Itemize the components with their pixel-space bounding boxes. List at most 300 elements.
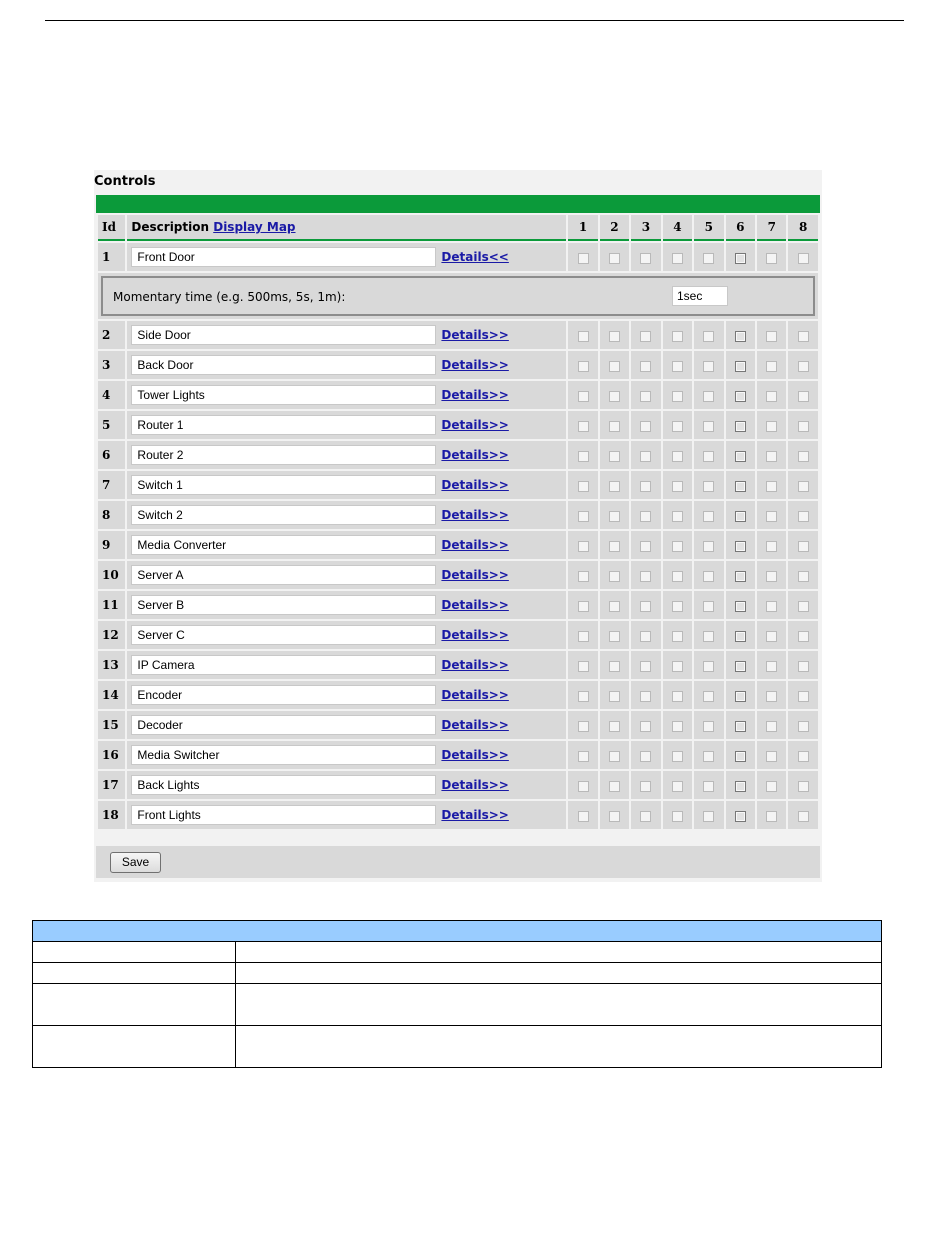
channel-cell [694, 651, 723, 679]
control-name-input[interactable]: Media Converter [131, 535, 436, 555]
channel-4-checkbox[interactable] [672, 811, 683, 822]
details-link[interactable]: Details>> [441, 568, 509, 582]
channel-7-checkbox[interactable] [766, 331, 777, 342]
details-link[interactable]: Details>> [441, 778, 509, 792]
control-name-input[interactable]: Front Door [131, 247, 436, 267]
channel-8-checkbox[interactable] [798, 751, 809, 762]
channel-cell [788, 471, 818, 499]
channel-7-checkbox[interactable] [766, 253, 777, 264]
channel-8-checkbox[interactable] [798, 391, 809, 402]
channel-cell [631, 741, 660, 769]
channel-5-checkbox[interactable] [703, 541, 714, 552]
channel-cell [788, 681, 818, 709]
channel-5-checkbox[interactable] [703, 361, 714, 372]
control-description-cell [127, 501, 566, 529]
momentary-time-input[interactable]: 1sec [672, 286, 728, 306]
channel-cell [694, 561, 723, 589]
channel-6-checkbox[interactable] [735, 781, 746, 792]
channel-1-checkbox[interactable] [578, 451, 589, 462]
channel-1-checkbox[interactable] [578, 361, 589, 372]
channel-2-checkbox[interactable] [609, 811, 620, 822]
channel-cell [757, 561, 786, 589]
details-link[interactable]: Details>> [441, 628, 509, 642]
channel-5-checkbox[interactable] [703, 721, 714, 732]
control-id: 13 [98, 651, 125, 679]
channel-cell [663, 741, 692, 769]
control-name-input[interactable]: Server C [131, 625, 436, 645]
save-bar [96, 846, 820, 878]
details-link[interactable]: Details>> [441, 358, 509, 372]
channel-cell [631, 651, 660, 679]
channel-cell [788, 243, 818, 271]
channel-cell [757, 351, 786, 379]
channel-6-checkbox[interactable] [735, 691, 746, 702]
control-id: 3 [98, 351, 125, 379]
control-description-cell [127, 531, 566, 559]
channel-cell [600, 621, 629, 649]
channel-1-checkbox[interactable] [578, 391, 589, 402]
channel-6-checkbox[interactable] [735, 811, 746, 822]
save-button[interactable]: Save [110, 852, 161, 873]
channel-7-checkbox[interactable] [766, 811, 777, 822]
channel-cell [726, 441, 755, 469]
control-name-input[interactable]: Server B [131, 595, 436, 615]
channel-8-checkbox[interactable] [798, 601, 809, 612]
controls-table [96, 213, 820, 831]
control-id: 9 [98, 531, 125, 559]
control-row [98, 591, 818, 619]
table-row [33, 984, 882, 1026]
channel-2-checkbox[interactable] [609, 331, 620, 342]
channel-cell [694, 801, 723, 829]
channel-cell [726, 561, 755, 589]
channel-1-checkbox[interactable] [578, 511, 589, 522]
channel-8-checkbox[interactable] [798, 541, 809, 552]
channel-4-checkbox[interactable] [672, 751, 683, 762]
channel-1-checkbox[interactable] [578, 421, 589, 432]
control-name-input[interactable]: Side Door [131, 325, 436, 345]
channel-cell [631, 531, 660, 559]
channel-6-checkbox[interactable] [735, 391, 746, 402]
channel-1-checkbox[interactable] [578, 571, 589, 582]
channel-2-checkbox[interactable] [609, 421, 620, 432]
details-link[interactable]: Details>> [441, 478, 509, 492]
channel-3-checkbox[interactable] [640, 781, 651, 792]
channel-2-checkbox[interactable] [609, 631, 620, 642]
channel-2-checkbox[interactable] [609, 571, 620, 582]
control-description-cell [127, 651, 566, 679]
header-channel-7: 7 [757, 215, 786, 241]
channel-cell [631, 561, 660, 589]
details-link[interactable]: Details>> [441, 508, 509, 522]
channel-5-checkbox[interactable] [703, 751, 714, 762]
channel-4-checkbox[interactable] [672, 391, 683, 402]
control-description-cell [127, 351, 566, 379]
channel-5-checkbox[interactable] [703, 571, 714, 582]
page-top-rule [45, 20, 904, 21]
control-name-input[interactable]: Switch 1 [131, 475, 436, 495]
channel-1-checkbox[interactable] [578, 541, 589, 552]
channel-4-checkbox[interactable] [672, 691, 683, 702]
channel-8-checkbox[interactable] [798, 451, 809, 462]
control-name-input[interactable]: Decoder [131, 715, 436, 735]
channel-cell [726, 621, 755, 649]
channel-cell [631, 711, 660, 739]
control-name-input[interactable]: Encoder [131, 685, 436, 705]
channel-1-checkbox[interactable] [578, 601, 589, 612]
panel-header-bar [96, 195, 820, 213]
channel-cell [757, 651, 786, 679]
channel-cell [663, 411, 692, 439]
channel-3-checkbox[interactable] [640, 451, 651, 462]
channel-cell [600, 321, 629, 349]
channel-8-checkbox[interactable] [798, 811, 809, 822]
control-row [98, 741, 818, 769]
channel-4-checkbox[interactable] [672, 601, 683, 612]
channel-4-checkbox[interactable] [672, 421, 683, 432]
channel-6-checkbox[interactable] [735, 661, 746, 672]
channel-7-checkbox[interactable] [766, 721, 777, 732]
channel-3-checkbox[interactable] [640, 331, 651, 342]
channel-3-checkbox[interactable] [640, 571, 651, 582]
channel-1-checkbox[interactable] [578, 481, 589, 492]
control-id: 18 [98, 801, 125, 829]
control-name-input[interactable]: IP Camera [131, 655, 436, 675]
channel-cell [568, 561, 597, 589]
channel-6-checkbox[interactable] [735, 631, 746, 642]
channel-1-checkbox[interactable] [578, 631, 589, 642]
channel-cell [600, 561, 629, 589]
channel-cell [726, 711, 755, 739]
channel-8-checkbox[interactable] [798, 571, 809, 582]
control-name-input[interactable]: Router 1 [131, 415, 436, 435]
info-table [32, 920, 882, 1068]
channel-cell [788, 501, 818, 529]
channel-cell [600, 351, 629, 379]
channel-cell [568, 531, 597, 559]
channel-4-checkbox[interactable] [672, 331, 683, 342]
details-link[interactable]: Details>> [441, 538, 509, 552]
channel-cell [757, 771, 786, 799]
control-description-cell [127, 681, 566, 709]
channel-7-checkbox[interactable] [766, 421, 777, 432]
channel-3-checkbox[interactable] [640, 811, 651, 822]
channel-8-checkbox[interactable] [798, 361, 809, 372]
control-row [98, 711, 818, 739]
channel-2-checkbox[interactable] [609, 691, 620, 702]
channel-cell [663, 681, 692, 709]
channel-7-checkbox[interactable] [766, 511, 777, 522]
channel-cell [600, 681, 629, 709]
control-description-cell [127, 741, 566, 769]
channel-7-checkbox[interactable] [766, 481, 777, 492]
channel-4-checkbox[interactable] [672, 511, 683, 522]
control-name-input[interactable]: Router 2 [131, 445, 436, 465]
channel-1-checkbox[interactable] [578, 721, 589, 732]
channel-cell [788, 771, 818, 799]
channel-8-checkbox[interactable] [798, 253, 809, 264]
channel-cell [788, 351, 818, 379]
channel-cell [663, 351, 692, 379]
channel-1-checkbox[interactable] [578, 811, 589, 822]
table-cell [236, 984, 882, 1026]
channel-5-checkbox[interactable] [703, 331, 714, 342]
control-id: 8 [98, 501, 125, 529]
channel-cell [631, 351, 660, 379]
channel-7-checkbox[interactable] [766, 781, 777, 792]
channel-2-checkbox[interactable] [609, 781, 620, 792]
channel-cell [631, 321, 660, 349]
channel-7-checkbox[interactable] [766, 571, 777, 582]
details-row [98, 273, 818, 319]
channel-cell [600, 771, 629, 799]
channel-cell [663, 501, 692, 529]
channel-2-checkbox[interactable] [609, 751, 620, 762]
channel-4-checkbox[interactable] [672, 361, 683, 372]
channel-7-checkbox[interactable] [766, 541, 777, 552]
details-link[interactable]: Details>> [441, 718, 509, 732]
header-channel-4: 4 [663, 215, 692, 241]
channel-7-checkbox[interactable] [766, 631, 777, 642]
channel-2-checkbox[interactable] [609, 451, 620, 462]
channel-8-checkbox[interactable] [798, 661, 809, 672]
channel-cell [663, 711, 692, 739]
control-description-cell [127, 561, 566, 589]
channel-3-checkbox[interactable] [640, 421, 651, 432]
header-channel-5: 5 [694, 215, 723, 241]
channel-5-checkbox[interactable] [703, 451, 714, 462]
channel-cell [788, 711, 818, 739]
channel-cell [694, 471, 723, 499]
channel-8-checkbox[interactable] [798, 691, 809, 702]
channel-2-checkbox[interactable] [609, 541, 620, 552]
details-link[interactable]: Details>> [441, 748, 509, 762]
channel-6-checkbox[interactable] [735, 481, 746, 492]
channel-2-checkbox[interactable] [609, 661, 620, 672]
channel-3-checkbox[interactable] [640, 541, 651, 552]
channel-1-checkbox[interactable] [578, 751, 589, 762]
channel-8-checkbox[interactable] [798, 781, 809, 792]
control-row [98, 621, 818, 649]
channel-cell [726, 591, 755, 619]
control-row [98, 441, 818, 469]
channel-8-checkbox[interactable] [798, 481, 809, 492]
details-link[interactable]: Details<< [441, 250, 509, 264]
channel-2-checkbox[interactable] [609, 391, 620, 402]
channel-cell [726, 351, 755, 379]
channel-cell [663, 243, 692, 271]
channel-6-checkbox[interactable] [735, 253, 746, 264]
channel-cell [663, 771, 692, 799]
channel-3-checkbox[interactable] [640, 751, 651, 762]
channel-5-checkbox[interactable] [703, 691, 714, 702]
details-link[interactable]: Details>> [441, 658, 509, 672]
channel-cell [788, 321, 818, 349]
channel-1-checkbox[interactable] [578, 661, 589, 672]
channel-cell [631, 801, 660, 829]
channel-6-checkbox[interactable] [735, 721, 746, 732]
channel-5-checkbox[interactable] [703, 421, 714, 432]
channel-4-checkbox[interactable] [672, 661, 683, 672]
channel-6-checkbox[interactable] [735, 451, 746, 462]
channel-6-checkbox[interactable] [735, 601, 746, 612]
channel-2-checkbox[interactable] [609, 721, 620, 732]
channel-6-checkbox[interactable] [735, 541, 746, 552]
channel-5-checkbox[interactable] [703, 481, 714, 492]
channel-1-checkbox[interactable] [578, 691, 589, 702]
control-id: 17 [98, 771, 125, 799]
channel-cell [694, 531, 723, 559]
channel-cell [694, 381, 723, 409]
channel-cell [788, 741, 818, 769]
details-link[interactable]: Details>> [441, 598, 509, 612]
table-cell [236, 942, 882, 963]
channel-4-checkbox[interactable] [672, 721, 683, 732]
channel-6-checkbox[interactable] [735, 331, 746, 342]
details-link[interactable]: Details>> [441, 418, 509, 432]
channel-cell [726, 771, 755, 799]
details-link[interactable]: Details>> [441, 388, 509, 402]
display-map-link[interactable]: Display Map [213, 220, 296, 234]
channel-5-checkbox[interactable] [703, 391, 714, 402]
control-name-input[interactable]: Media Switcher [131, 745, 436, 765]
channel-4-checkbox[interactable] [672, 451, 683, 462]
channel-5-checkbox[interactable] [703, 781, 714, 792]
control-name-input[interactable]: Tower Lights [131, 385, 436, 405]
channel-2-checkbox[interactable] [609, 481, 620, 492]
table-cell [33, 963, 236, 984]
channel-1-checkbox[interactable] [578, 781, 589, 792]
channel-2-checkbox[interactable] [609, 253, 620, 264]
table-row [33, 963, 882, 984]
channel-7-checkbox[interactable] [766, 451, 777, 462]
channel-cell [568, 741, 597, 769]
details-link[interactable]: Details>> [441, 808, 509, 822]
channel-2-checkbox[interactable] [609, 361, 620, 372]
channel-cell [788, 591, 818, 619]
channel-8-checkbox[interactable] [798, 421, 809, 432]
channel-6-checkbox[interactable] [735, 421, 746, 432]
channel-3-checkbox[interactable] [640, 511, 651, 522]
channel-7-checkbox[interactable] [766, 601, 777, 612]
control-row [98, 801, 818, 829]
channel-4-checkbox[interactable] [672, 571, 683, 582]
control-id: 6 [98, 441, 125, 469]
channel-6-checkbox[interactable] [735, 511, 746, 522]
channel-cell [631, 411, 660, 439]
control-description-cell [127, 591, 566, 619]
channel-5-checkbox[interactable] [703, 253, 714, 264]
channel-cell [600, 381, 629, 409]
channel-cell [726, 321, 755, 349]
control-name-input[interactable]: Front Lights [131, 805, 436, 825]
channel-3-checkbox[interactable] [640, 691, 651, 702]
channel-1-checkbox[interactable] [578, 331, 589, 342]
channel-cell [757, 501, 786, 529]
control-row [98, 351, 818, 379]
channel-cell [726, 651, 755, 679]
header-description-label: Description [131, 220, 210, 234]
control-name-input[interactable]: Back Lights [131, 775, 436, 795]
channel-8-checkbox[interactable] [798, 631, 809, 642]
channel-5-checkbox[interactable] [703, 601, 714, 612]
details-link[interactable]: Details>> [441, 448, 509, 462]
channel-3-checkbox[interactable] [640, 361, 651, 372]
channel-6-checkbox[interactable] [735, 361, 746, 372]
channel-cell [663, 591, 692, 619]
channel-cell [600, 651, 629, 679]
control-name-input[interactable]: Server A [131, 565, 436, 585]
channel-cell [631, 621, 660, 649]
header-channel-2: 2 [600, 215, 629, 241]
channel-4-checkbox[interactable] [672, 631, 683, 642]
channel-cell [757, 591, 786, 619]
channel-3-checkbox[interactable] [640, 391, 651, 402]
channel-3-checkbox[interactable] [640, 481, 651, 492]
control-row [98, 471, 818, 499]
details-link[interactable]: Details>> [441, 328, 509, 342]
channel-8-checkbox[interactable] [798, 721, 809, 732]
channel-7-checkbox[interactable] [766, 751, 777, 762]
control-id: 5 [98, 411, 125, 439]
channel-cell [757, 531, 786, 559]
control-row [98, 321, 818, 349]
channel-cell [788, 801, 818, 829]
channel-5-checkbox[interactable] [703, 811, 714, 822]
panel-title: Controls [94, 174, 156, 189]
channel-3-checkbox[interactable] [640, 631, 651, 642]
channel-7-checkbox[interactable] [766, 361, 777, 372]
channel-8-checkbox[interactable] [798, 331, 809, 342]
channel-4-checkbox[interactable] [672, 481, 683, 492]
channel-cell [757, 243, 786, 271]
channel-7-checkbox[interactable] [766, 391, 777, 402]
channel-4-checkbox[interactable] [672, 781, 683, 792]
channel-5-checkbox[interactable] [703, 511, 714, 522]
channel-3-checkbox[interactable] [640, 601, 651, 612]
channel-cell [788, 651, 818, 679]
table-cell [33, 1026, 236, 1068]
channel-cell [600, 801, 629, 829]
channel-3-checkbox[interactable] [640, 661, 651, 672]
channel-cell [568, 441, 597, 469]
header-channel-3: 3 [631, 215, 660, 241]
control-name-input[interactable]: Switch 2 [131, 505, 436, 525]
channel-cell [757, 381, 786, 409]
channel-7-checkbox[interactable] [766, 661, 777, 672]
channel-3-checkbox[interactable] [640, 253, 651, 264]
channel-8-checkbox[interactable] [798, 511, 809, 522]
channel-7-checkbox[interactable] [766, 691, 777, 702]
details-link[interactable]: Details>> [441, 688, 509, 702]
channel-cell [694, 243, 723, 271]
channel-5-checkbox[interactable] [703, 661, 714, 672]
channel-4-checkbox[interactable] [672, 541, 683, 552]
channel-cell [757, 741, 786, 769]
channel-4-checkbox[interactable] [672, 253, 683, 264]
channel-cell [663, 321, 692, 349]
channel-6-checkbox[interactable] [735, 751, 746, 762]
channel-3-checkbox[interactable] [640, 721, 651, 732]
control-name-input[interactable]: Back Door [131, 355, 436, 375]
channel-5-checkbox[interactable] [703, 631, 714, 642]
table-header-row [98, 215, 818, 241]
channel-1-checkbox[interactable] [578, 253, 589, 264]
channel-2-checkbox[interactable] [609, 601, 620, 612]
channel-6-checkbox[interactable] [735, 571, 746, 582]
channel-cell [694, 681, 723, 709]
channel-2-checkbox[interactable] [609, 511, 620, 522]
